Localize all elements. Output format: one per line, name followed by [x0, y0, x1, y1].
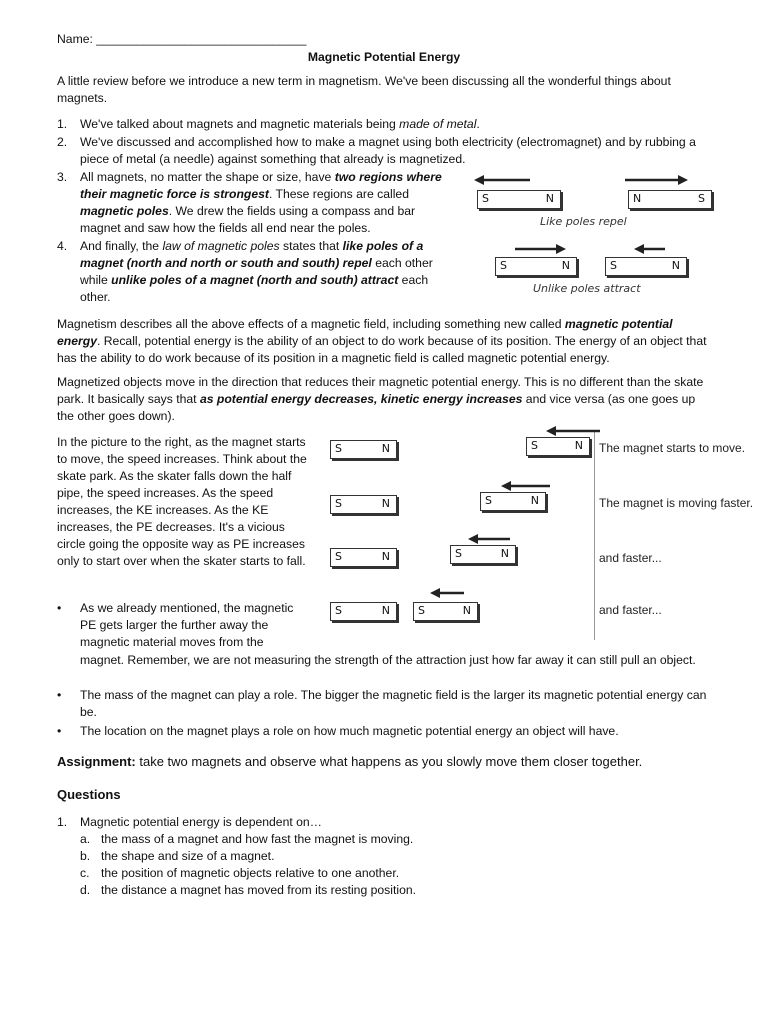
- review-item-2: 2. We've discussed and accomplished how to make a magnet using both electricity (electromagnet) and by rubbing a piece of metal (a needle) against something that already is magnetized.: [57, 135, 696, 166]
- magnet-bar: S N: [495, 257, 577, 276]
- option-letter: c.: [80, 866, 90, 880]
- assignment: Assignment: take two magnets and observe what happens as you slowly move them closer together.: [57, 754, 643, 769]
- arrow-left-icon: [495, 479, 565, 493]
- answer-option[interactable]: [80, 848, 274, 865]
- magnet-bar: S N: [480, 492, 546, 511]
- like-poles-caption: Like poles repel: [540, 215, 627, 228]
- caption-and-faster-1: and faster...: [599, 551, 662, 565]
- magnet-bar: S N: [450, 545, 516, 564]
- paragraph-magnetic-potential-energy: Magnetism describes all the above effects of a magnetic field, including something new called magnetic potential energy. Recall, potential energy is the ability of an object to do work because of its position. The energy of an object that has the ability to do work because of its position in a magnetic field is called magnetic potential energy.: [57, 317, 707, 365]
- magnet-bar: S N: [330, 495, 397, 514]
- paragraph-picture: In the picture to the right, as the magnet starts to move, the speed increases. Think about the skate park. As the skater falls down the half pipe, the speed increases. As the speed increases, the KE increases. As the KE increases, the PE decreases. It's a vicious circle going the opposite way as PE increases only to start over when the skater starts to fall.: [57, 435, 307, 568]
- caption-and-faster-2: and faster...: [599, 603, 662, 617]
- divider: [594, 430, 595, 640]
- option-text: the distance a magnet has moved from its resting position.: [101, 883, 417, 897]
- arrow-left-icon: [540, 424, 610, 438]
- arrow-icon: [510, 242, 690, 258]
- option-letter: b.: [80, 849, 91, 863]
- answer-option[interactable]: [80, 831, 413, 848]
- answer-option[interactable]: [80, 865, 399, 882]
- option-letter: a.: [80, 832, 91, 846]
- review-item-4: 4. And finally, the law of magnetic poles states that like poles of a magnet (north and north or south and south) repel each other while unlike poles of a magnet (north and south) attract each other.: [57, 239, 433, 304]
- unlike-poles-caption: Unlike poles attract: [533, 282, 641, 295]
- magnet-bar: S N: [605, 257, 687, 276]
- paragraph-movement: Magnetized objects move in the direction that reduces their magnetic potential energy. This is no different than the skate park. It basically says that as potential energy decreases, kinetic energy increases and vice versa (as one goes up the other goes down).: [57, 375, 704, 423]
- review-item-1: 1. We've talked about magnets and magnetic materials being made of metal.: [57, 117, 480, 131]
- review-item-3: 3. All magnets, no matter the shape or size, have two regions where their magnetic force is strongest. These regions are called magnetic poles. We drew the fields using a compass and bar magnet and saw how the fields all end near the poles.: [57, 170, 442, 235]
- magnet-bar: S N: [330, 548, 397, 567]
- page-title: Magnetic Potential Energy: [307, 50, 461, 64]
- bullet-item-3: • The location on the magnet plays a role on how much magnetic potential energy an object will have.: [57, 724, 619, 738]
- option-letter: d.: [80, 883, 91, 897]
- arrow-left-icon: [462, 532, 532, 546]
- magnet-bar: S N: [330, 602, 397, 621]
- questions-heading: Questions: [57, 787, 121, 802]
- intro-paragraph: A little review before we introduce a new term in magnetism. We've been discussing all the wonderful things about magnets.: [57, 74, 671, 105]
- magnet-bar: S N: [477, 190, 561, 209]
- question-1: 1. Magnetic potential energy is dependent on…: [57, 815, 322, 829]
- caption-moving-faster: The magnet is moving faster.: [599, 496, 754, 510]
- option-text: the mass of a magnet and how fast the magnet is moving.: [101, 832, 414, 846]
- magnet-bar: S N: [413, 602, 478, 621]
- magnet-bar: N S: [628, 190, 712, 209]
- magnet-bar: S N: [526, 437, 590, 456]
- option-text: the position of magnetic objects relative to one another.: [101, 866, 400, 880]
- arrow-left-icon: [424, 586, 494, 600]
- bullet-item-2: • The mass of the magnet can play a role. The bigger the magnetic field is the larger its magnetic potential energy can be.: [57, 688, 707, 719]
- name-field[interactable]: Name: _______________________________: [57, 32, 307, 46]
- caption-starts-to-move: The magnet starts to move.: [599, 441, 746, 455]
- answer-option[interactable]: [80, 882, 416, 899]
- magnet-bar: S N: [330, 440, 397, 459]
- option-text: the shape and size of a magnet.: [101, 849, 275, 863]
- bullet-item-1: • As we already mentioned, the magnetic PE gets larger the further away the magnetic material moves from the: [57, 601, 294, 649]
- bullet-item-1-continued: magnet. Remember, we are not measuring the strength of the attraction just how far away it can still pull an object.: [80, 653, 696, 667]
